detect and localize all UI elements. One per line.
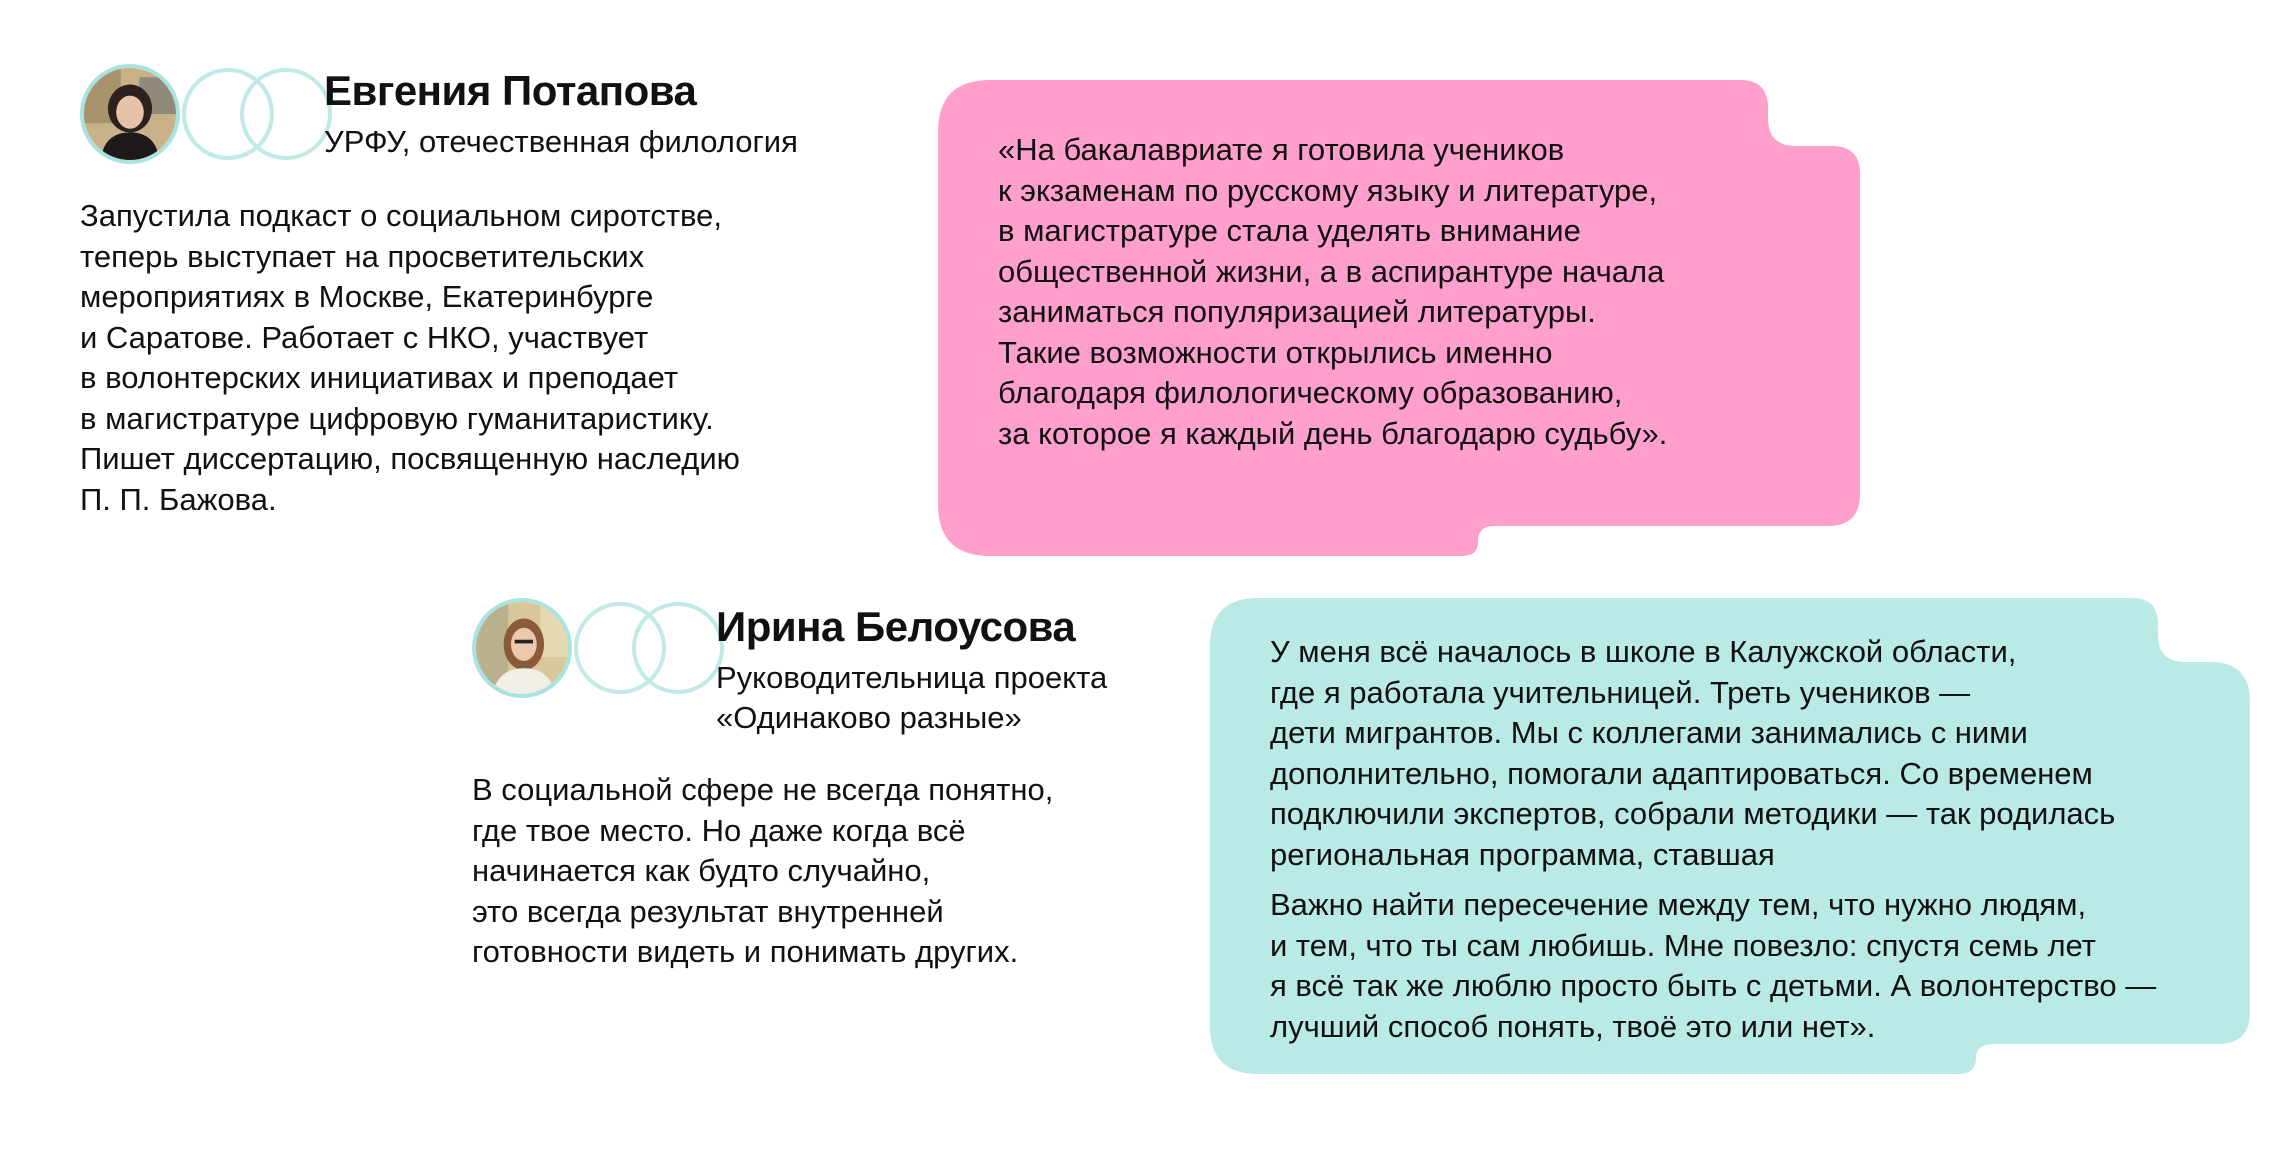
quote-line: в магистратуре стала уделять внимание [998,213,1581,248]
avatar [80,64,180,164]
person-bio [472,770,1053,973]
bio-line: это всегда результат внутренней [472,893,944,929]
portrait-photo-icon [476,602,568,694]
bio-line: мероприятиях в Москве, Екатеринбурге [80,279,654,314]
quote-line: благодаря филологическому образованию, [998,375,1623,410]
quote-line: за которое я каждый день благодарю судьбу». [998,415,1668,451]
quote-line: подключили экспертов, собрали методики — так родилась [1270,796,2116,831]
paragraph-gap [1270,875,2156,885]
portrait-photo-icon [84,68,176,160]
role-line: УРФУ, отечественная филология [324,124,798,159]
bio-line: П. П. Бажова. [80,481,277,517]
quote-text-2 [1270,632,2156,1047]
person-bio [80,196,740,520]
avatar [472,598,572,698]
ring-decoration [240,68,332,160]
quote-line: где я работала учительницей. Треть учеников — [1270,674,1971,710]
ring-decoration [632,602,724,694]
bio-line: и Саратове. Работает с НКО, участвует [80,319,649,355]
bio-line: Запустила подкаст о социальном сиротстве, [80,198,723,233]
quote-line: заниматься популяризацией литературы. [998,294,1596,329]
quote-line: дополнительно, помогали адаптироваться. Со временем [1270,755,2093,791]
bio-line: где твое место. Но даже когда всё [472,812,966,848]
person-role [716,658,1107,738]
quote-text-1 [998,130,1667,454]
quote-line: региональная программа, ставшая [1270,836,1775,872]
bio-line: Пишет диссертацию, посвященную наследию [80,441,740,476]
quote-line: общественной жизни, а в аспирантуре начала [998,253,1665,289]
avatar-group-1 [80,64,290,164]
quote-line: лучший способ понять, твоё это или нет». [1270,1008,1876,1044]
quote-line: дети мигрантов. Мы с коллегами занимались с ними [1270,715,2028,750]
quote-line: к экзаменам по русскому языку и литературе, [998,172,1658,208]
avatar-group-2 [472,598,682,698]
bio-line: в волонтерских инициативах и преподает [80,360,679,395]
quote-line: «На бакалавриате я готовила учеников [998,132,1565,167]
quote-line: и тем, что ты сам любишь. Мне повезло: спустя семь лет [1270,927,2096,963]
bio-line: начинается как будто случайно, [472,853,931,888]
person-name: Евгения Потапова [324,67,697,114]
quote-line: Важно найти пересечение между тем, что нужно людям, [1270,887,2087,922]
person-name: Ирина Белоусова [716,603,1076,650]
bio-line: теперь выступает на просветительских [80,238,645,274]
quote-line: У меня всё началось в школе в Калужской области, [1270,634,2017,669]
quote-line: Такие возможности открылись именно [998,334,1553,370]
quote-line: я всё так же люблю просто быть с детьми. А волонтерство — [1270,968,2157,1003]
bio-line: готовности видеть и понимать других. [472,934,1019,969]
role-line: «Одинаково разные» [716,700,1022,735]
person-role [324,122,798,162]
bio-line: В социальной сфере не всегда понятно, [472,772,1054,807]
role-line: Руководительница проекта [716,660,1108,695]
bio-line: в магистратуре цифровую гуманитаристику. [80,400,714,436]
